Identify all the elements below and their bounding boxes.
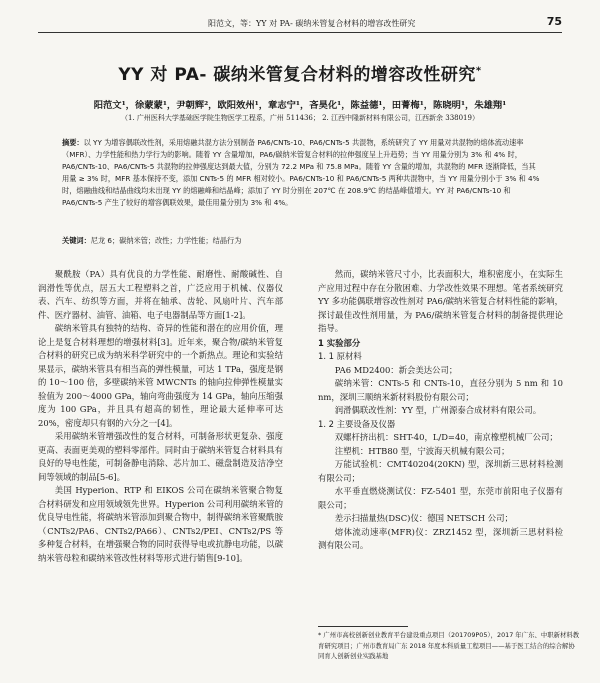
material-item: 润滑偶联改性剂：YY 型，广州源泰合成材料有限公司。 [334,405,542,415]
material-item: 碳纳米管：CNTs-5 和 CNTs-10，直径分别为 5 nm 和 10 nm，深圳三顺纳米新材料股份有限公司； [318,378,563,402]
body-paragraph: 碳纳米管具有独特的结构、奇异的性能和潜在的应用价值，理论上是复合材料理想的增强材料[3]。近年来，聚合物/碳纳米管复合材料的研究已成为纳米科学研究中的一个新热点。理论和实验结果显示，碳纳米管具有相当高的弹性模量，可达 1 TPa，强度是钢的 10～100 倍，多壁碳纳米管 MWCNTs 的轴向拉伸弹性模量实验值为 200～4000 GPa，轴向弯曲强度为 14 GPa，轴向压缩强度为 100 GPa，并且具有超高的韧性，理论最大延伸率可达 20%，密度却只有钢的六分之一[4]。 [38,323,283,428]
subsection-heading: 1. 2 主要设备及仪器 [318,418,396,429]
funding-footnote: * 广州市高校创新创业教育平台建设重点项目（201709P05），2017 年广东、中职新材料教育研究项目；广州市教育局广东 2018 年度本科质量工程项目——基于医工结合的综合解协同育人创新创业实践基地 [318,631,580,660]
equipment-item: 熔体流动速率(MFR)仪：ZRZ1452 型，深圳新三思材料检测有限公司。 [318,526,563,550]
affiliations: （1. 广州医科大学基础医学院生物医学工程系，广州 511436； 2. 江西中隆新材料有限公司，江西新余 338019） [121,114,479,122]
body-paragraph: 然而，碳纳米管尺寸小，比表面积大，堆积密度小，在实际生产应用过程中存在分散困难、力学改性效果不理想。笔者系统研究 YY 多功能偶联增容改性剂对 PA6/碳纳米管复合材料性能的影响，探讨最佳改性剂用量，为 PA6/碳纳米管复合材料的制备提供理论指导。 [318,269,563,333]
paper-title-text: YY 对 PA- 碳纳米管复合材料的增容改性研究 [118,65,476,85]
equipment-item: 注塑机：HTB80 型，宁波海天机械有限公司； [334,445,510,456]
abstract-label: 摘要： [62,138,84,147]
abstract-text: 以 YY 为增容偶联改性剂，采用熔融共混方法分别制备 PA6/CNTs-10、PA6/CNTs-5 共混物，系统研究了 YY 用量对共混物的熔体流动速率（MFR）、力学性能和热力学行为的影响。随着 YY 含量增加，PA6/碳纳米管复合材料的拉伸强度呈上升趋势；当 YY 用量分别为 3% 和 4% 时，PA6/CNTs-10、PA6/CNTs-5 共混物的拉伸强度达到最大值，分别为 72.2 MPa 和 75.8 MPa。随着 YY 含量的增加，共混物的 MFR 逐渐降低，当其用量 ≥ 3% 时，MFR 基本保持不变，添加 CNTs-5 的 MFR 相对较小。PA6/CNTs-10 和 PA6/CNTs-5 两种共混物中，当 YY 用量分别小于 3% 和 4% 时，熔融曲线和结晶曲线均未出现 YY 的熔融峰和结晶峰；添加了 YY 时分别在 207℃ 在 208.9℃ 的结晶峰值增大。YY 对 PA6/CNTs-10 和 PA6/CNTs-5 产生了较好的增容偶联效果，最佳用量分别为 3% 和 4%。 [62,138,540,207]
subsection-heading: 1. 1 原材料 [318,351,362,361]
title-footnote-mark: * [475,65,482,77]
left-column [38,268,283,565]
abstract [62,137,542,209]
author-list: 阳范文¹，徐蒙蒙¹，尹朝辉²，欧阳效州¹，章志宁¹，吝昊化¹，陈益德¹，田菁梅¹，陈晓明¹，朱雄翔¹ [93,100,507,111]
material-item: PA6 MD2400：新会美达公司； [334,364,458,375]
equipment-item: 万能试验机：CMT40204(20KN) 型，深圳新三思材料检测有限公司； [318,459,563,483]
equipment-item: 差示扫描量热(DSC)仪：德国 NETSCH 公司； [334,513,513,523]
keywords-label: 关键词： [62,236,91,245]
body-paragraph: 采用碳纳米管增强改性的复合材料，可制备形状更复杂、强度更高、表面更美观的塑料零部件。同时由于碳纳米管复合材料具有良好的导电性能，可制备静电消除、芯片加工、磁盘制造及洁净空间等领域的制品[5-6]。 [38,431,283,482]
keywords-text: 尼龙 6；碳纳米管；改性；力学性能；结晶行为 [90,236,242,245]
running-title: 阳范文，等：YY 对 PA- 碳纳米管复合材料的增容改性研究 [208,19,416,28]
section-heading: 1 实验部分 [318,337,361,348]
right-column [318,268,563,553]
keywords [62,236,542,246]
body-paragraph: 美国 Hyperion、RTP 和 EIKOS 公司在碳纳米管聚合物复合材料研发和应用领域领先世界。Hyperion 公司利用碳纳米管的优良导电性能，将碳纳米管添加到聚合物中，制得碳纳米管聚酰胺（CNTs2/PA6、CNTs2/PA66）、CNTs2/PEI、CNTs2/PS 等多种复合材料，在增强聚合物的同时获得导电或抗静电功能，以碳纳米管母粒和碳纳米管改性材料等形式进行销售[9-10]。 [38,485,283,563]
running-header [38,16,562,33]
equipment-item: 双螺杆挤出机：SHT-40，L/D=40，南京橡塑机械厂公司； [334,432,558,442]
footnote-divider [318,626,408,627]
body-paragraph: 聚酰胺（PA）具有优良的力学性能、耐磨性、耐酸碱性、自润滑性等优点，居五大工程塑料之首，广泛应用于机械、仪器仪表、汽车、纺织等方面，并将在轴承、齿轮、风扇叶片、汽车部件、医疗器材、油管、油箱、电子电器制品等方面[1-2]。 [38,269,283,320]
paper-title [30,60,570,85]
equipment-item: 水平垂直燃烧测试仪：FZ-5401 型，东莞市前阳电子仪器有限公司； [318,486,563,510]
page-number: 75 [546,15,562,28]
